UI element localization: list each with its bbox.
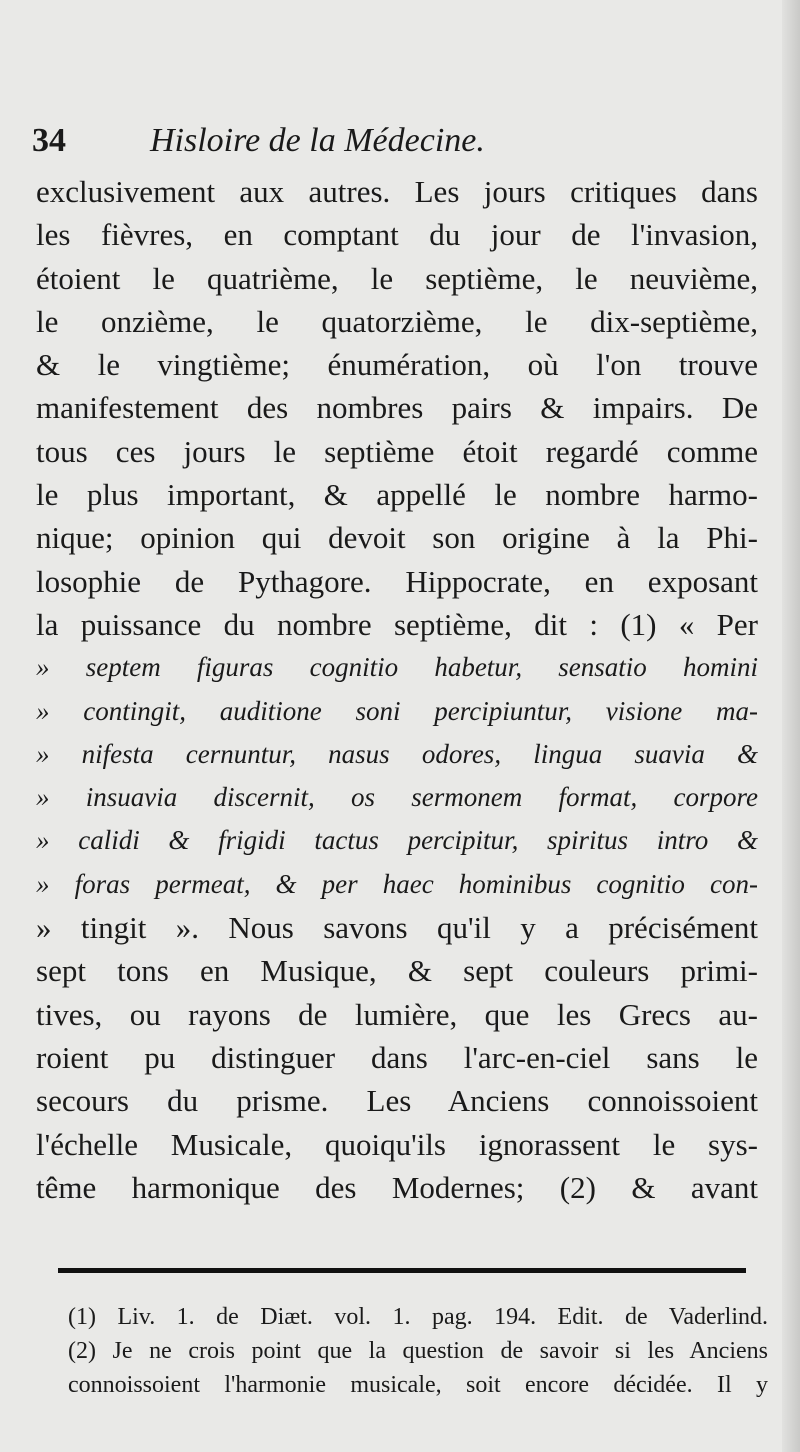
quotation-line-3: » nifesta cernuntur, nasus odores, lingua suavia & [36,738,758,769]
page-edge-shadow [782,0,800,1452]
text-line-6: manifestement des nombres pairs & impairs. De [36,390,758,426]
quotation-line-4: » insuavia discernit, os sermonem format, corpore [36,782,758,813]
footnotes [68,1300,768,1402]
text-line-2: les fièvres, en comptant du jour de l'invasion, [36,217,758,253]
text-line-22: secours du prisme. Les Anciens connoissoient [36,1083,758,1119]
text-line-8: le plus important, & appellé le nombre harmo- [36,477,758,513]
text-line-5: & le vingtième; énumération, où l'on trouve [36,347,758,383]
footnote-rule [58,1268,746,1273]
running-title: Hisloire de la Médecine. [150,122,485,159]
text-line-21: roient pu distinguer dans l'arc-en-ciel sans le [36,1039,758,1075]
footnote-2-continued: connoissoient l'harmonie musicale, soit encore décidée. Il y [68,1372,768,1398]
text-line-19: sept tons en Musique, & sept couleurs primi- [36,953,758,989]
text-line-11: la puissance du nombre septième, dit : (1) « Per [36,606,758,642]
body-text [36,170,758,1209]
quotation-line-5: » calidi & frigidi tactus percipitur, spiritus intro & [36,825,758,856]
text-line-23: l'échelle Musicale, quoiqu'ils ignorassent le sys- [36,1126,758,1162]
text-line-7: tous ces jours le septième étoit regardé comme [36,433,758,469]
quotation-line-6: » foras permeat, & per haec hominibus cognitio con- [36,868,758,899]
quotation-line-1: » septem figuras cognitio habetur, sensatio homini [36,652,758,683]
text-line-10: losophie de Pythagore. Hippocrate, en exposant [36,563,758,599]
text-line-4: le onzième, le quatorzième, le dix-septième, [36,303,758,339]
text-line-18: » tingit ». Nous savons qu'il y a précisément [36,910,758,946]
text-line-20: tives, ou rayons de lumière, que les Grecs au- [36,996,758,1032]
page-number: 34 [32,122,66,159]
footnote-2: (2) Je ne crois point que la question de savoir si les Anciens [68,1338,768,1364]
text-line-1: exclusivement aux autres. Les jours critiques dans [36,174,758,209]
text-line-9: nique; opinion qui devoit son origine à la Phi- [36,520,758,556]
footnote-1: (1) Liv. 1. de Diæt. vol. 1. pag. 194. Edit. de Vaderlind. [68,1304,768,1330]
text-line-24: tême harmonique des Modernes; (2) & avant [36,1169,758,1205]
quotation-line-2: » contingit, auditione soni percipiuntur, visione ma- [36,695,758,726]
text-line-3: étoient le quatrième, le septième, le neuvième, [36,260,758,296]
running-header [32,122,752,170]
